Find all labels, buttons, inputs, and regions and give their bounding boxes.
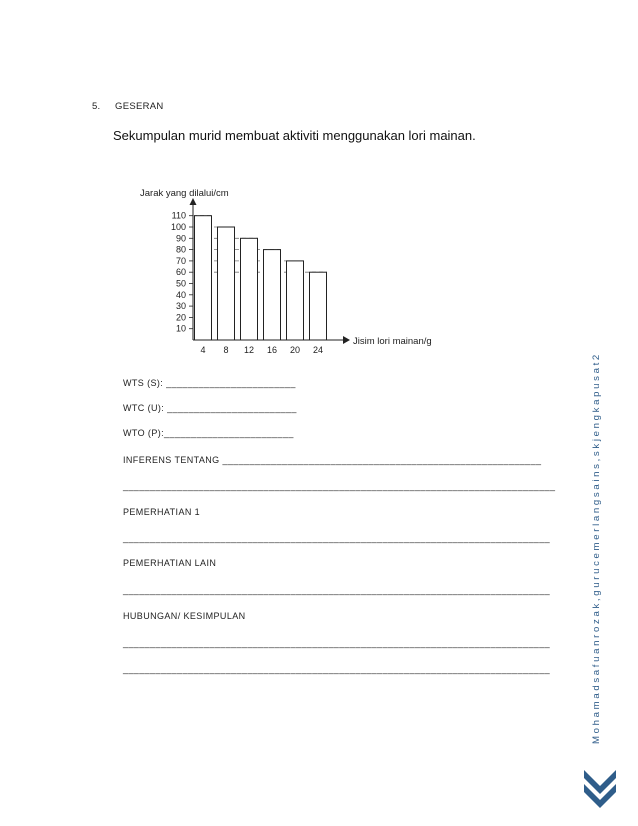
x-axis-label: Jisim lori mainan/g (353, 336, 432, 347)
author-credit-text: M o h a m a d s a f u a n r o z a k , g u r u c e m e r l a n g s a i n s , s k j e n g k a p u s a t 2 (591, 354, 602, 744)
y-tick-label: 40 (175, 289, 186, 300)
x-tick-label: 12 (243, 345, 255, 355)
pemerhatian-lain-label: PEMERHATIAN LAIN (123, 558, 217, 568)
bar (218, 227, 235, 340)
question-title: GESERAN (115, 101, 164, 112)
pemerhatian-1-line: _______________________________________________________________________________ (123, 533, 551, 543)
x-axis-arrow-icon (343, 336, 350, 344)
y-tick-label: 70 (175, 255, 186, 266)
hubungan-line-1: _______________________________________________________________________________ (123, 638, 551, 648)
hubungan-label: HUBUNGAN/ KESIMPULAN (123, 611, 246, 621)
question-intro: Sekumpulan murid membuat aktiviti menggunakan lori mainan. (113, 128, 476, 143)
wtc-field: WTC (U): ________________________ (123, 403, 297, 413)
wts-field: WTS (S): ________________________ (123, 378, 296, 388)
bar (310, 272, 327, 340)
bar (264, 250, 281, 340)
y-tick-label: 90 (175, 233, 186, 244)
y-axis-arrow-icon (190, 198, 197, 205)
pemerhatian-lain-line: _______________________________________________________________________________ (123, 585, 551, 595)
y-axis-label: Jarak yang dilalui/cm (140, 188, 229, 199)
pemerhatian-1-label: PEMERHATIAN 1 (123, 507, 201, 517)
x-tick-label: 4 (200, 345, 206, 355)
inferens-line-2: ________________________________________________________________________________ (123, 481, 556, 491)
bar-chart (140, 185, 460, 360)
y-tick-label: 110 (171, 210, 186, 221)
y-tick-label: 10 (175, 323, 186, 334)
x-tick-label: 20 (289, 345, 301, 355)
bar (241, 238, 258, 340)
x-tick-label: 24 (312, 345, 324, 355)
y-tick-label: 60 (175, 267, 186, 278)
y-tick-label: 20 (175, 312, 186, 323)
double-chevron-down-icon (580, 766, 620, 812)
wto-field: WTO (P):________________________ (123, 428, 294, 438)
question-number: 5. (92, 101, 101, 112)
bar (287, 261, 304, 340)
bar (195, 216, 212, 340)
y-tick-label: 30 (175, 301, 186, 312)
y-tick-label: 80 (175, 244, 186, 255)
hubungan-line-2: _______________________________________________________________________________ (123, 664, 551, 674)
inferens-field: INFERENS TENTANG ___________________________________________________________ (123, 455, 542, 465)
y-tick-label: 100 (170, 222, 186, 232)
x-tick-label: 8 (223, 345, 229, 355)
author-credit-sidebar (567, 248, 617, 748)
x-tick-label: 16 (266, 345, 278, 355)
y-tick-label: 50 (175, 278, 186, 289)
